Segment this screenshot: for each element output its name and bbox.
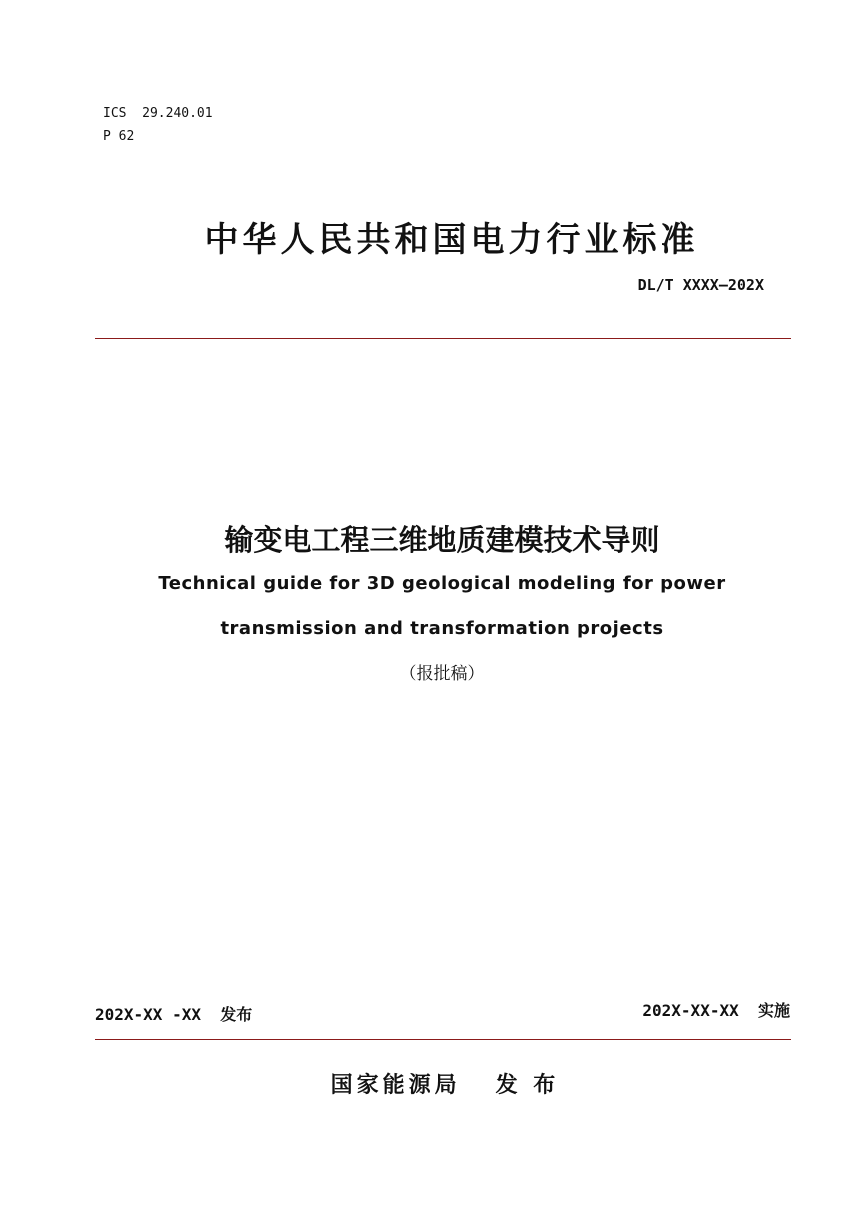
document-title-english-line1: Technical guide for 3D geological modeling for power	[158, 573, 726, 594]
top-divider	[95, 338, 791, 339]
implementation-date: 202X-XX-XX 实施	[642, 1001, 790, 1020]
industry-standard-title: 中华人民共和国电力行业标准	[204, 220, 699, 260]
standard-code: DL/T XXXX—202X	[637, 276, 764, 294]
issue-date: 202X-XX -XX 发布	[95, 1005, 253, 1024]
document-title-chinese: 输变电工程三维地质建模技术导则	[224, 523, 660, 557]
ics-number: ICS 29.240.01	[103, 106, 213, 121]
document-title-english-line2: transmission and transformation projects	[220, 618, 664, 639]
bottom-divider	[95, 1039, 791, 1040]
classification-code: P 62	[103, 129, 135, 144]
publisher: 国家能源局 发 布	[330, 1073, 560, 1098]
draft-status: （报批稿）	[399, 664, 485, 684]
